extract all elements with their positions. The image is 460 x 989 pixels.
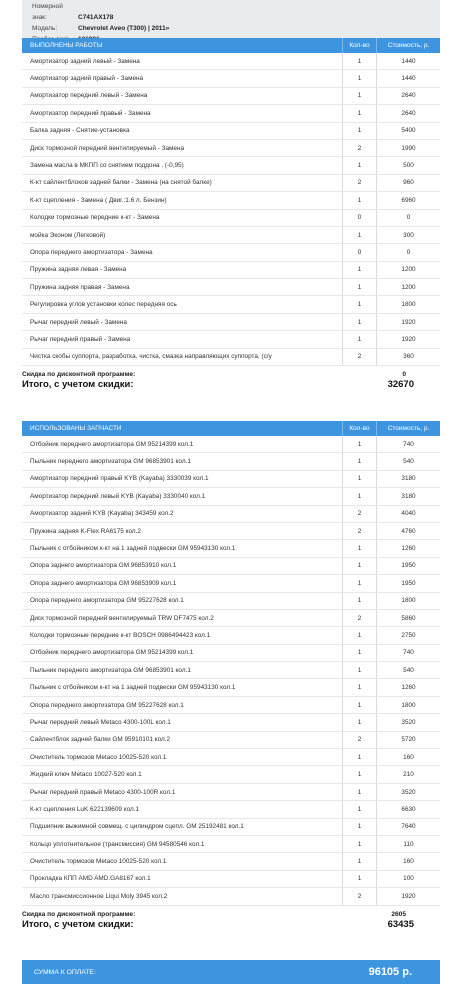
item-cost: 1440 bbox=[376, 70, 440, 86]
table-row bbox=[22, 714, 440, 731]
item-qty: 1 bbox=[342, 88, 376, 104]
table-row bbox=[22, 175, 440, 192]
table-row bbox=[22, 732, 440, 749]
item-cost: 1800 bbox=[376, 593, 440, 609]
item-name: Амортизатор задний KYB (Kayaba) 343459 кол.2 bbox=[30, 510, 174, 518]
item-qty: 2 bbox=[342, 506, 376, 522]
item-qty: 1 bbox=[342, 53, 376, 69]
item-name: Амортизатор передний левый KYB (Kayaba) 3330040 кол.1 bbox=[30, 492, 206, 500]
works-total-value: 32670 bbox=[387, 379, 414, 391]
item-name: Амортизатор передний левый - Замена bbox=[30, 92, 148, 100]
table-row bbox=[22, 836, 440, 853]
item-cost: 3520 bbox=[376, 784, 440, 800]
item-name: Рычаг передний правый Metaco 4300-100R кол.1 bbox=[30, 788, 176, 796]
item-name: Амортизатор задний правый - Замена bbox=[30, 75, 144, 83]
item-name: Опора переднего амортизатора - Замена bbox=[30, 248, 153, 256]
table-row bbox=[22, 140, 440, 157]
item-qty: 1 bbox=[342, 262, 376, 278]
item-qty: 1 bbox=[342, 540, 376, 556]
item-name: Рычаг передний правый - Замена bbox=[30, 335, 131, 343]
item-cost: 1920 bbox=[376, 888, 440, 904]
parts-total-value: 63435 bbox=[387, 918, 414, 930]
table-row bbox=[22, 349, 440, 366]
item-qty: 1 bbox=[342, 314, 376, 330]
item-name: Амортизатор задний левый - Замена bbox=[30, 57, 140, 65]
table-row bbox=[22, 558, 440, 575]
item-name: К-кт сайлентблоков задней балки - Замена (на снятой балке) bbox=[30, 179, 212, 187]
item-cost: 5720 bbox=[376, 732, 440, 748]
item-name: Сайлентблок задней балки GM 95910101 кол.2 bbox=[30, 736, 171, 744]
item-name: Очиститель тормозов Metaco 10025-520 кол.1 bbox=[30, 858, 167, 866]
table-row bbox=[22, 488, 440, 505]
cost-column-header: Стоимость, р. bbox=[376, 421, 440, 436]
table-row bbox=[22, 296, 440, 313]
parts-discount-value: 2605 bbox=[391, 910, 406, 918]
item-cost: 300 bbox=[376, 227, 440, 243]
item-name: Кольцо уплотнительное (трансмиссия) GM 94580546 кол.1 bbox=[30, 840, 205, 848]
works-discount-value: 0 bbox=[402, 371, 406, 379]
table-row bbox=[22, 157, 440, 174]
item-name: Амортизатор передний правый KYB (Kayaba) 3330039 кол.1 bbox=[30, 475, 209, 483]
item-cost: 110 bbox=[376, 836, 440, 852]
model-line: Модель: Chevrolet Aveo (T300) | 2011» bbox=[32, 25, 170, 32]
item-qty: 1 bbox=[342, 871, 376, 887]
table-row bbox=[22, 888, 440, 905]
item-name: К-кт сцепления LuK 622139609 кол.1 bbox=[30, 805, 140, 813]
item-cost: 4760 bbox=[376, 523, 440, 539]
item-name: Опора заднего амортизатора GM 96853910 кол.1 bbox=[30, 562, 177, 570]
item-name: Пружина задняя левая - Замена bbox=[30, 266, 127, 274]
item-name: Опора переднего амортизатора GM 95227628 кол.1 bbox=[30, 597, 184, 605]
item-qty: 1 bbox=[342, 819, 376, 835]
item-cost: 0 bbox=[376, 210, 440, 226]
item-qty: 1 bbox=[342, 471, 376, 487]
item-name: Регулировка углов установки колес передняя ось bbox=[30, 301, 177, 309]
item-qty: 2 bbox=[342, 888, 376, 904]
item-name: Подшипник выжимной совмещ. с цилиндром сцепл. GM 25192481 кол.1 bbox=[30, 823, 244, 831]
item-qty: 1 bbox=[342, 331, 376, 347]
item-cost: 7640 bbox=[376, 819, 440, 835]
works-rows bbox=[22, 53, 440, 366]
item-cost: 500 bbox=[376, 157, 440, 173]
item-cost: 3180 bbox=[376, 471, 440, 487]
item-qty: 1 bbox=[342, 766, 376, 782]
table-row bbox=[22, 123, 440, 140]
item-qty: 2 bbox=[342, 349, 376, 365]
table-row bbox=[22, 88, 440, 105]
item-name: Жидкий ключ Metaco 10027-520 кол.1 bbox=[30, 771, 142, 779]
item-cost: 1200 bbox=[376, 279, 440, 295]
table-row bbox=[22, 679, 440, 696]
item-cost: 360 bbox=[376, 349, 440, 365]
table-row bbox=[22, 784, 440, 801]
item-name: Чистка скобы суппорта, разработка, чистка, смазка направляющих суппорта, (с/у bbox=[30, 353, 272, 361]
item-qty: 1 bbox=[342, 227, 376, 243]
item-name: Пружина задняя K-Flex RA6175 кол.2 bbox=[30, 527, 141, 535]
table-row bbox=[22, 575, 440, 592]
item-name: Диск тормозной передний вентилируемый - Замена bbox=[30, 144, 185, 152]
item-cost: 1920 bbox=[376, 331, 440, 347]
item-cost: 3520 bbox=[376, 714, 440, 730]
item-cost: 1990 bbox=[376, 140, 440, 156]
item-cost: 0 bbox=[376, 244, 440, 260]
item-qty: 1 bbox=[342, 714, 376, 730]
table-row bbox=[22, 192, 440, 209]
item-qty: 1 bbox=[342, 453, 376, 469]
parts-total bbox=[22, 918, 440, 931]
item-qty: 1 bbox=[342, 157, 376, 173]
item-cost: 1200 bbox=[376, 262, 440, 278]
item-qty: 1 bbox=[342, 558, 376, 574]
table-row bbox=[22, 540, 440, 557]
cost-column-header: Стоимость, р. bbox=[376, 38, 440, 53]
item-name: мойка Эконом (Легковой) bbox=[30, 231, 106, 239]
item-name: Диск тормозной передний вентилируемый TRW DF7475 кол.2 bbox=[30, 614, 214, 622]
item-qty: 1 bbox=[342, 662, 376, 678]
item-qty: 1 bbox=[342, 593, 376, 609]
item-qty: 2 bbox=[342, 140, 376, 156]
item-name: Пыльник с отбойником к-кт на 1 задней подвески GM 95943130 кол.1 bbox=[30, 684, 236, 692]
item-cost: 1260 bbox=[376, 540, 440, 556]
item-cost: 1260 bbox=[376, 679, 440, 695]
item-qty: 1 bbox=[342, 279, 376, 295]
item-name: Отбойник переднего амортизатора GM 95214399 кол.1 bbox=[30, 649, 194, 657]
table-row bbox=[22, 244, 440, 261]
item-cost: 210 bbox=[376, 766, 440, 782]
table-row bbox=[22, 749, 440, 766]
item-qty: 1 bbox=[342, 749, 376, 765]
table-row bbox=[22, 801, 440, 818]
item-cost: 4040 bbox=[376, 506, 440, 522]
item-cost: 1920 bbox=[376, 314, 440, 330]
plate-line: Номерной знак: C741AX178 bbox=[32, 3, 114, 21]
item-qty: 1 bbox=[342, 105, 376, 121]
table-row bbox=[22, 53, 440, 70]
item-cost: 1440 bbox=[376, 53, 440, 69]
qty-column-header: Кол-во bbox=[342, 421, 376, 436]
item-name: Рычаг передний левый - Замена bbox=[30, 318, 127, 326]
table-row bbox=[22, 70, 440, 87]
table-row bbox=[22, 436, 440, 453]
item-cost: 100 bbox=[376, 871, 440, 887]
item-qty: 1 bbox=[342, 123, 376, 139]
table-row bbox=[22, 506, 440, 523]
table-row bbox=[22, 697, 440, 714]
parts-discount-label: Скидка по дисконтной программе: bbox=[22, 910, 136, 918]
vehicle-info bbox=[22, 0, 440, 38]
table-row bbox=[22, 453, 440, 470]
works-section bbox=[22, 38, 440, 391]
table-row bbox=[22, 262, 440, 279]
item-name: К-кт сцепления - Замена ( Двиг.:1.6 л. Бензин) bbox=[30, 196, 167, 204]
item-name: Амортизатор передний правый - Замена bbox=[30, 109, 151, 117]
item-qty: 1 bbox=[342, 70, 376, 86]
item-name: Пружина задняя правая - Замена bbox=[30, 283, 130, 291]
works-header bbox=[22, 38, 440, 53]
item-qty: 1 bbox=[342, 679, 376, 695]
item-name: Балка задняя - Снятие-установка bbox=[30, 127, 130, 135]
item-name: Пыльник с отбойником к-кт на 1 задней подвески GM 95943130 кол.1 bbox=[30, 545, 236, 553]
item-name: Очиститель тормозов Metaco 10025-520 кол.1 bbox=[30, 753, 167, 761]
table-row bbox=[22, 610, 440, 627]
item-name: Отбойник переднего амортизатора GM 95214399 кол.1 bbox=[30, 440, 194, 448]
item-name: Колодки тормозные передние к-кт BOSCH 0986494423 кол.1 bbox=[30, 631, 211, 639]
table-row bbox=[22, 819, 440, 836]
item-cost: 160 bbox=[376, 749, 440, 765]
table-row bbox=[22, 314, 440, 331]
works-title: ВЫПОЛНЕНЫ РАБОТЫ bbox=[30, 42, 103, 49]
item-name: Пыльник переднего амортизатора GM 96853901 кол.1 bbox=[30, 458, 191, 466]
item-cost: 1800 bbox=[376, 296, 440, 312]
item-name: Опора заднего амортизатора GM 96853909 кол.1 bbox=[30, 579, 177, 587]
table-row bbox=[22, 227, 440, 244]
table-row bbox=[22, 523, 440, 540]
item-cost: 2750 bbox=[376, 627, 440, 643]
works-discount bbox=[22, 366, 440, 378]
item-cost: 540 bbox=[376, 662, 440, 678]
item-qty: 1 bbox=[342, 436, 376, 452]
item-name: Колодки тормозные передние к-кт - Замена bbox=[30, 214, 160, 222]
item-cost: 5860 bbox=[376, 610, 440, 626]
item-qty: 2 bbox=[342, 523, 376, 539]
item-qty: 1 bbox=[342, 697, 376, 713]
item-cost: 1800 bbox=[376, 697, 440, 713]
item-qty: 2 bbox=[342, 732, 376, 748]
payment-label: СУММА К ОПЛАТЕ: bbox=[34, 968, 96, 976]
item-cost: 2640 bbox=[376, 88, 440, 104]
payment-amount: 96105 р. bbox=[368, 966, 412, 978]
item-cost: 1950 bbox=[376, 575, 440, 591]
item-qty: 1 bbox=[342, 853, 376, 869]
table-row bbox=[22, 471, 440, 488]
table-row bbox=[22, 331, 440, 348]
table-row bbox=[22, 210, 440, 227]
item-name: Прокладка КПП AMD AMD.GA8167 кол.1 bbox=[30, 875, 151, 883]
item-cost: 6960 bbox=[376, 192, 440, 208]
item-name: Масло трансмиссионное Liqui Moly 3945 кол.2 bbox=[30, 892, 168, 900]
item-name: Пыльник переднего амортизатора GM 96853901 кол.1 bbox=[30, 666, 191, 674]
table-row bbox=[22, 105, 440, 122]
item-qty: 1 bbox=[342, 836, 376, 852]
item-qty: 2 bbox=[342, 610, 376, 626]
item-name: Опора переднего амортизатора GM 95227628 кол.1 bbox=[30, 701, 184, 709]
item-qty: 1 bbox=[342, 488, 376, 504]
item-cost: 160 bbox=[376, 853, 440, 869]
item-cost: 540 bbox=[376, 453, 440, 469]
works-discount-label: Скидка по дисконтной программе: bbox=[22, 371, 136, 379]
parts-rows bbox=[22, 436, 440, 906]
item-cost: 2640 bbox=[376, 105, 440, 121]
item-cost: 6630 bbox=[376, 801, 440, 817]
item-cost: 740 bbox=[376, 436, 440, 452]
item-qty: 1 bbox=[342, 296, 376, 312]
item-qty: 1 bbox=[342, 627, 376, 643]
item-qty: 1 bbox=[342, 192, 376, 208]
item-qty: 1 bbox=[342, 575, 376, 591]
works-total bbox=[22, 378, 440, 391]
works-total-label: Итого, с учетом скидки: bbox=[22, 379, 134, 391]
item-qty: 2 bbox=[342, 175, 376, 191]
table-row bbox=[22, 627, 440, 644]
payment-bar bbox=[22, 960, 440, 984]
qty-column-header: Кол-во bbox=[342, 38, 376, 53]
item-cost: 5400 bbox=[376, 123, 440, 139]
item-qty: 1 bbox=[342, 801, 376, 817]
item-cost: 960 bbox=[376, 175, 440, 191]
parts-section bbox=[22, 421, 440, 931]
table-row bbox=[22, 871, 440, 888]
table-row bbox=[22, 662, 440, 679]
item-cost: 3180 bbox=[376, 488, 440, 504]
parts-header bbox=[22, 421, 440, 436]
parts-title: ИСПОЛЬЗОВАНЫ ЗАПЧАСТИ bbox=[30, 425, 122, 432]
item-cost: 740 bbox=[376, 645, 440, 661]
item-qty: 0 bbox=[342, 244, 376, 260]
parts-total-label: Итого, с учетом скидки: bbox=[22, 918, 134, 930]
parts-discount bbox=[22, 906, 440, 918]
table-row bbox=[22, 645, 440, 662]
item-cost: 1950 bbox=[376, 558, 440, 574]
table-row bbox=[22, 279, 440, 296]
item-qty: 1 bbox=[342, 645, 376, 661]
table-row bbox=[22, 766, 440, 783]
item-name: Замена масла в МКПП со снятием поддона . (-0,95) bbox=[30, 162, 184, 170]
table-row bbox=[22, 593, 440, 610]
item-name: Рычаг передний левый Metaco 4300-100L кол.1 bbox=[30, 718, 171, 726]
item-qty: 1 bbox=[342, 784, 376, 800]
table-row bbox=[22, 853, 440, 870]
item-qty: 0 bbox=[342, 210, 376, 226]
